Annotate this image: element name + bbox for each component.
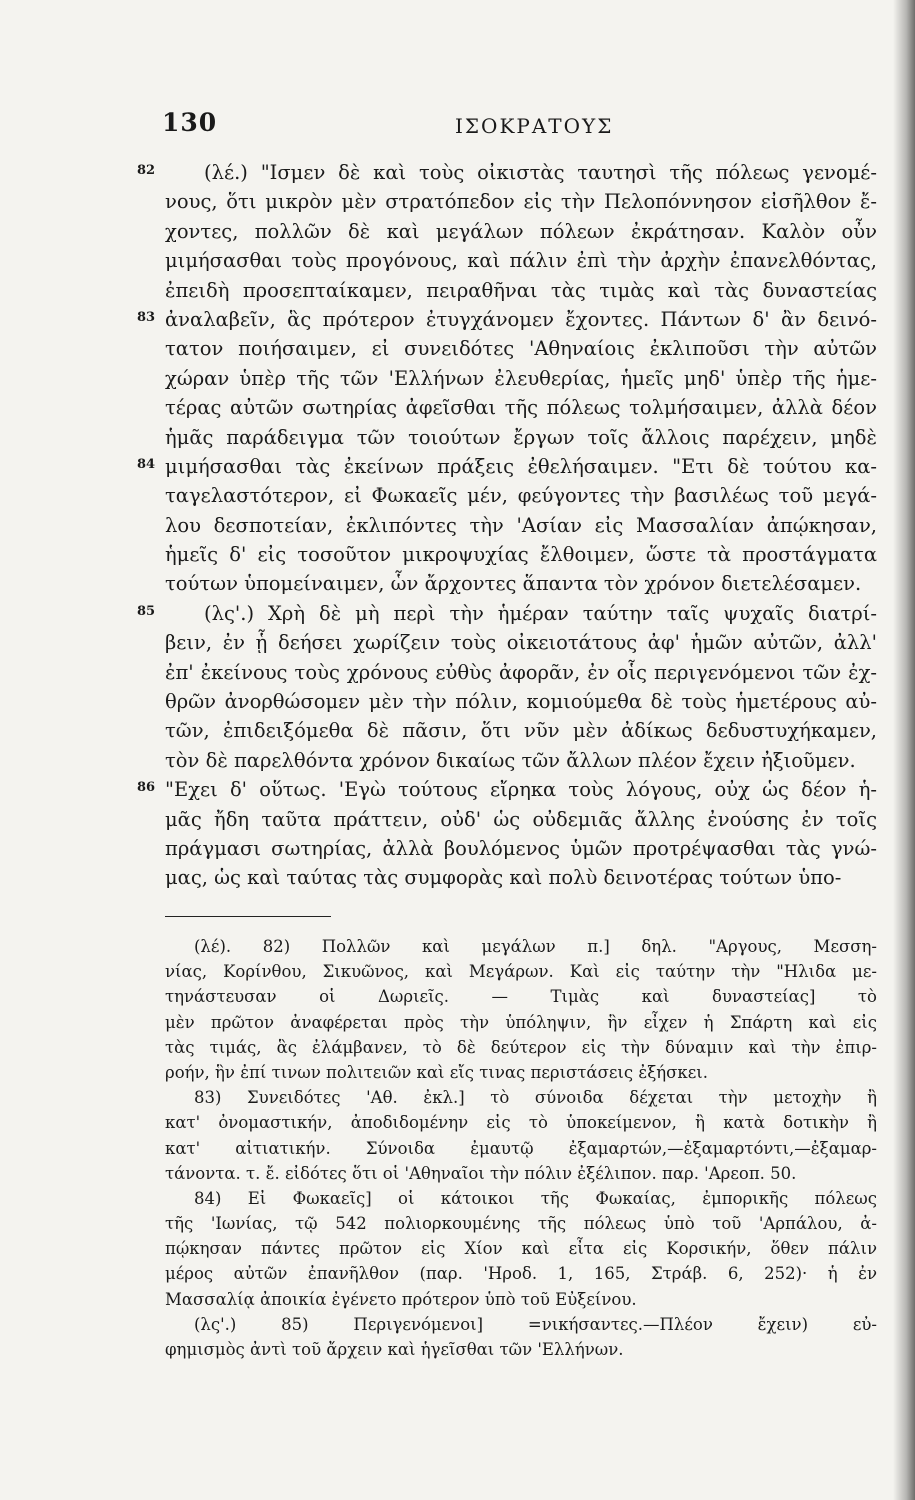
footnote-text: κατ' ὀνομαστικήν, ἀποδιδομένην εἰς τὸ ὑποκείμενον, ἢ κατὰ δοτικὴν ἢ [165,1113,877,1133]
footnote-line [0,1060,915,1085]
footnote-text: Μασσαλίᾳ ἀποικία ἐγένετο πρότερον ὑπὸ τοῦ Εὐξείνου. [165,1289,637,1309]
footnote-line [0,1337,915,1362]
text-line [0,834,915,863]
footnote-line [0,1236,915,1261]
text-line [0,276,915,305]
text-line [0,569,915,598]
section-number: 85 [137,603,156,619]
text-line [0,628,915,657]
footnote-text: τῆς 'Ιωνίας, τῷ 542 πολιορκουμένης τῆς πόλεως ὑπὸ τοῦ 'Αρπάλου, ἀ- [165,1214,877,1234]
footnote-text: νίας, Κορίνθου, Σικυῶνος, καὶ Μεγάρων. Καὶ εἰς ταύτην τὴν "Ηλιδα με- [165,962,877,982]
text-line [0,481,915,510]
footnote-text: 83) Συνειδότες 'Αθ. ἐκλ.] τὸ σύνοιδα δέχεται τὴν μετοχὴν ἢ [194,1088,877,1108]
footnote-line [0,1010,915,1035]
footnote-line [0,984,915,1009]
text-line [0,246,915,275]
footnote-line [0,1161,915,1186]
line-text: τατον ποιήσαιμεν, εἰ συνειδότες 'Αθηναίοις ἐκλιποῦσι τὴν αὐτῶν [165,337,877,361]
line-text: βειν, ἐν ᾗ δεήσει χωρίζειν τοὺς οἰκειοτάτους ἀφ' ἡμῶν αὐτῶν, ἀλλ' [165,631,877,655]
footnote-text: 84) Εἰ Φωκαεῖς] οἱ κάτοικοι τῆς Φωκαίας, ἐμπορικῆς πόλεως [194,1188,877,1208]
footnote-text: πῴκησαν πάντες πρῶτον εἰς Χίον καὶ εἶτα εἰς Κορσικήν, ὅθεν πάλιν [165,1239,877,1259]
line-text: λου δεσποτείαν, ἐκλιπόντες τὴν 'Ασίαν εἰς Μασσαλίαν ἀπῴκησαν, [165,513,877,537]
text-line [0,687,915,716]
text-line [0,863,915,892]
footnote-line [0,959,915,984]
text-line [0,334,915,363]
text-line [0,599,915,628]
text-line [0,805,915,834]
text-line [0,658,915,687]
line-text: ἀναλαβεῖν, ἃς πρότερον ἐτυγχάνομεν ἔχοντες. Πάντων δ' ἂν δεινό- [165,307,877,331]
text-line [0,364,915,393]
text-line [0,423,915,452]
line-text: μας, ὡς καὶ ταύτας τὰς συμφορὰς καὶ πολὺ δεινοτέρας τούτων ὑπο- [165,866,842,890]
footnote-separator [165,916,331,917]
footnote-line [0,1211,915,1236]
footnote-line [0,934,915,959]
line-text: τῶν, ἐπιδειξόμεθα δὲ πᾶσιν, ὅτι νῦν μὲν ἀδίκως δεδυστυχήκαμεν, [165,719,877,743]
line-text: νους, ὅτι μικρὸν μὲν στρατόπεδον εἰς τὴν Πελοπόννησον εἰσῆλθον ἔ- [165,190,877,214]
footnote-text: τὰς τιμάς, ἃς ἐλάμβανεν, τὸ δὲ δεύτερον εἰς τὴν δύναμιν καὶ τὴν ἐπιρ- [165,1037,877,1057]
text-line [0,217,915,246]
line-text: μιμήσασθαι τὰς ἐκείνων πράξεις ἐθελήσαιμεν. "Ετι δὲ τούτου κα- [165,454,877,478]
text-line [0,452,915,481]
line-text: "Εχει δ' οὕτως. 'Εγὼ τούτους εἴρηκα τοὺς λόγους, οὐχ ὡς δέον ἡ- [165,778,877,802]
page-header [0,108,915,148]
footnote-text: φημισμὸς ἀντὶ τοῦ ἄρχειν καὶ ἡγεῖσθαι τῶν 'Ελλήνων. [165,1340,624,1359]
section-number: 84 [137,456,156,472]
footnote-line [0,1186,915,1211]
line-text: μιμήσασθαι τοὺς προγόνους, καὶ πάλιν ἐπὶ τὴν ἀρχὴν ἐπανελθόντας, [165,249,877,273]
line-text: τούτων ὑπομείναιμεν, ὧν ἄρχοντες ἅπαντα τὸν χρόνον διετελέσαμεν. [165,572,862,596]
line-text: πράγμασι σωτηρίας, ἀλλὰ βουλόμενος ὑμῶν προτρέψασθαι τὰς γνώ- [165,836,877,860]
line-text: ἐπ' ἐκείνους τοὺς χρόνους εὐθὺς ἀφορᾶν, ἐν οἷς περιγενόμενοι τῶν ἐχ- [165,660,877,684]
line-text: ἡμᾶς παράδειγμα τῶν τοιούτων ἔργων τοῖς ἄλλοις παρέχειν, μηδὲ [165,425,877,449]
footnote-text: (λέ). 82) Πολλῶν καὶ μεγάλων π.] δηλ. "Αργους, Μεσση- [194,937,877,956]
line-text: (λς'.) Χρὴ δὲ μὴ περὶ τὴν ἡμέραν ταύτην ταῖς ψυχαῖς διατρί- [204,601,877,625]
text-line [0,540,915,569]
line-text: μᾶς ἤδη ταῦτα πράττειν, οὐδ' ὡς οὐδεμιᾶς ἄλλης ἐνούσης ἐν τοῖς [165,807,877,831]
main-text [0,158,915,893]
text-line [0,775,915,804]
line-text: ἐπειδὴ προσεπταίκαμεν, πειραθῆναι τὰς τιμὰς καὶ τὰς δυναστείας [165,278,877,302]
section-number: 83 [137,309,156,325]
text-line [0,158,915,187]
footnote-line [0,1287,915,1312]
footnote-text: τηνάστευσαν οἱ Δωριεῖς. — Τιμὰς καὶ δυναστείας] τὸ [165,987,877,1007]
text-line [0,187,915,216]
footnote-line [0,1261,915,1286]
line-text: ἡμεῖς δ' εἰς τοσοῦτον μικροψυχίας ἔλθοιμεν, ὥστε τὰ προστάγματα [165,543,877,567]
running-title: ΙΣΟΚΡΑΤΟΥΣ [455,114,614,138]
section-number: 82 [137,163,156,178]
text-line [0,393,915,422]
footnote-text: μὲν πρῶτον ἀναφέρεται πρὸς τὴν ὑπόληψιν, ἣν εἶχεν ἡ Σπάρτη καὶ εἰς [165,1012,877,1032]
footnote-line [0,1085,915,1110]
footnote-line [0,1312,915,1337]
footnote-text: (λς'.) 85) Περιγενόμενοι] =νικήσαντες.—Πλέον ἔχειν) εὐ- [194,1314,877,1334]
line-text: τέρας αὐτῶν σωτηρίας ἀφεῖσθαι τῆς πόλεως τολμήσαιμεν, ἀλλὰ δέον [165,396,877,420]
line-text: θρῶν ἀνορθώσομεν μὲν τὴν πόλιν, κομιούμεθα δὲ τοὺς ἡμετέρους αὐ- [165,690,877,714]
page-number: 130 [162,108,218,137]
line-text: τὸν δὲ παρελθόντα χρόνον δικαίως τῶν ἄλλων πλέον ἔχειν ἠξιοῦμεν. [165,748,856,772]
footnote-line [0,1110,915,1135]
line-text: χοντες, πολλῶν δὲ καὶ μεγάλων πόλεων ἐκράτησαν. Καλὸν οὖν [165,219,877,243]
section-number: 86 [137,780,156,796]
footnotes [0,934,915,1362]
footnote-text: ροήν, ἣν ἐπί τινων πολιτειῶν καὶ εἴς τινας περιστάσεις ἐξήσκει. [165,1062,709,1082]
text-line [0,511,915,540]
footnote-text: μέρος αὐτῶν ἐπανῆλθον (παρ. 'Ηροδ. 1, 165, Στράβ. 6, 252)· ἡ ἐν [165,1264,877,1284]
footnote-text: κατ' αἰτιατικήν. Σύνοιδα ἐμαυτῷ ἐξαμαρτών,—ἐξαμαρτόντι,—ἐξαμαρ- [165,1138,877,1158]
line-text: χώραν ὑπὲρ τῆς τῶν 'Ελλήνων ἐλευθερίας, ἡμεῖς μηδ' ὑπὲρ τῆς ἡμε- [165,366,877,390]
text-line [0,305,915,334]
line-text: (λέ.) "Ισμεν δὲ καὶ τοὺς οἰκιστὰς ταυτησὶ τῆς πόλεως γενομέ- [204,161,877,184]
text-line [0,716,915,745]
line-text: ταγελαστότερον, εἰ Φωκαεῖς μέν, φεύγοντες τὴν βασιλέως τοῦ μεγά- [165,484,877,508]
text-line [0,746,915,775]
footnote-line [0,1035,915,1060]
footnote-line [0,1136,915,1161]
footnote-text: τάνοντα. τ. ἔ. εἰδότες ὅτι οἱ 'Αθηναῖοι τὴν πόλιν ἐξέλιπον. παρ. 'Αρεοπ. 50. [165,1163,797,1183]
